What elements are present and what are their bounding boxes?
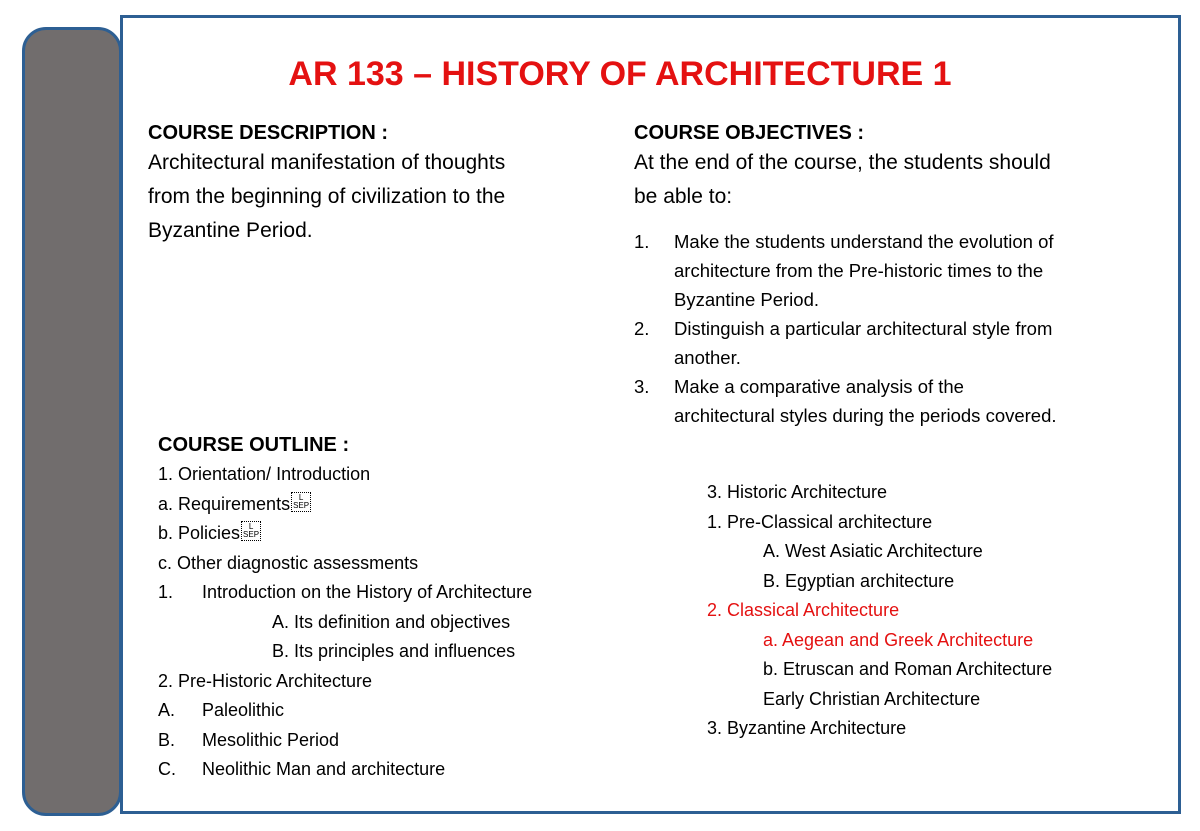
objective-line: another.: [674, 347, 741, 368]
outline-number: A.: [158, 700, 176, 720]
course-description-heading: COURSE DESCRIPTION :: [148, 122, 389, 144]
outline-number: C.: [158, 759, 176, 779]
outline-item: A. Its definition and objectives: [272, 611, 511, 632]
objective-line: architecture from the Pre-historic times to the: [674, 260, 1044, 281]
course-objectives-intro: At the end of the course, the students should: [634, 151, 1051, 174]
course-outline-right: [707, 478, 1167, 744]
sep-glyph: L SEP: [243, 522, 260, 539]
outline-item: b. Etruscan and Roman Architecture: [763, 659, 1053, 679]
outline-item: c. Other diagnostic assessments: [158, 552, 419, 573]
outline-item: [158, 755, 678, 785]
outline-item-text: Neolithic Man and architecture: [202, 759, 446, 779]
outline-item-highlighted: a. Aegean and Greek Architecture: [763, 629, 1034, 650]
course-objectives: [634, 120, 1174, 214]
course-description-line: Architectural manifestation of thoughts: [148, 151, 506, 174]
outline-item: A. West Asiatic Architecture: [763, 541, 983, 561]
outline-item: [158, 726, 678, 756]
outline-item-text: Introduction on the History of Architecture: [202, 582, 533, 602]
course-description: [148, 120, 618, 248]
outline-item: Early Christian Architecture: [763, 688, 981, 709]
outline-item: 2. Pre-Historic Architecture: [158, 670, 373, 691]
objectives-list: [634, 227, 1164, 430]
objective-number: 3.: [634, 376, 650, 397]
sep-glyph: L SEP: [293, 492, 310, 510]
objective-number: 2.: [634, 318, 650, 339]
objective-item: [634, 227, 1164, 314]
outline-item: B. Egyptian architecture: [763, 570, 955, 591]
slide-title: AR 133 – HISTORY OF ARCHITECTURE 1: [288, 55, 952, 93]
outline-item: [158, 696, 678, 726]
outline-item: 1. Pre-Classical architecture: [707, 511, 933, 532]
outline-item: 3. Historic Architecture: [707, 482, 888, 502]
objective-item: [634, 372, 1164, 430]
course-objectives-intro: be able to:: [634, 185, 733, 208]
outline-number: 1.: [158, 582, 174, 602]
outline-item: [158, 490, 678, 520]
outline-item: 3. Byzantine Architecture: [707, 718, 907, 738]
outline-item: B. Its principles and influences: [272, 641, 516, 661]
course-objectives-heading: COURSE OBJECTIVES :: [634, 122, 865, 144]
objective-line: Distinguish a particular architectural style from: [674, 318, 1053, 339]
outline-number: B.: [158, 729, 176, 750]
objective-line: Byzantine Period.: [674, 289, 820, 310]
outline-item: 1. Orientation/ Introduction: [158, 464, 371, 484]
objective-number: 1.: [634, 231, 650, 252]
outline-item: [158, 519, 678, 549]
course-outline-heading: COURSE OUTLINE :: [158, 434, 350, 456]
course-description-line: from the beginning of civilization to the: [148, 185, 506, 208]
course-description-line: Byzantine Period.: [148, 219, 313, 242]
outline-item-text: b. Policies: [158, 523, 241, 543]
outline-item-text: Paleolithic: [202, 700, 285, 720]
outline-item-highlighted: 2. Classical Architecture: [707, 600, 900, 620]
course-outline: [158, 430, 678, 785]
outline-item-text: a. Requirements: [158, 493, 291, 514]
objective-item: [634, 314, 1164, 372]
outline-item: [158, 578, 678, 608]
objective-line: architectural styles during the periods covered.: [674, 405, 1057, 426]
sidebar-tab: [22, 27, 122, 816]
objective-line: Make the students understand the evolution of: [674, 231, 1054, 252]
outline-item-text: Mesolithic Period: [202, 729, 340, 750]
objective-line: Make a comparative analysis of the: [674, 376, 964, 397]
